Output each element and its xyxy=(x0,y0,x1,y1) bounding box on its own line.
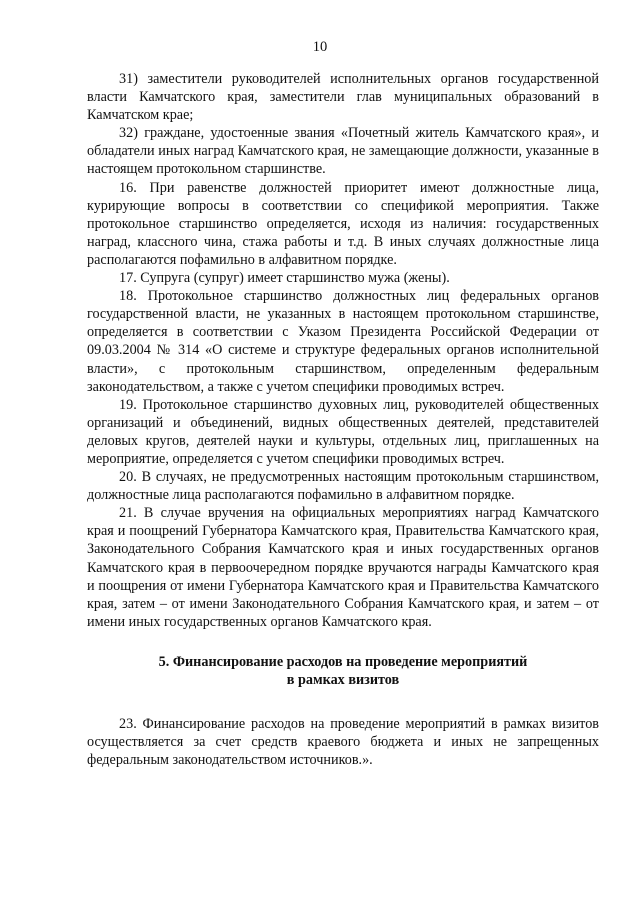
paragraph-18: 18. Протокольное старшинство должностных лиц федеральных органов государственной власти, не указанных в настоящем протокольном старшинстве, определяется в соответствии с Указом Президента Российской Федерации от 09.03.2004 № 314 «О системе и структуре федеральных органов исполнительной власти», с протокольным старшинством, определенным федеральным законодательством, а также с учетом специфики проводимых встреч. xyxy=(87,288,599,395)
paragraph-23: 23. Финансирование расходов на проведение мероприятий в рамках визитов осуществляется за счет средств краевого бюджета и иных не запрещенных федеральным законодательством источников.». xyxy=(87,716,599,769)
paragraph-item-31: 31) заместители руководителей исполнительных органов государственной власти Камчатского края, заместители глав муниципальных образований в Камчатском крае; xyxy=(87,71,599,124)
section-heading-line-2: в рамках визитов xyxy=(286,672,400,688)
paragraph-17: 17. Супруга (супруг) имеет старшинство мужа (жены). xyxy=(119,270,450,287)
document-body xyxy=(87,70,599,769)
section-heading-line-1: 5. Финансирование расходов на проведение мероприятий xyxy=(158,653,528,670)
page-number: 10 xyxy=(312,39,328,55)
paragraph-item-32: 32) граждане, удостоенные звания «Почетный житель Камчатского края», и обладатели иных наград Камчатского края, не замещающие должности, указанные в настоящем протокольном старшинстве. xyxy=(87,125,599,178)
paragraph-19: 19. Протокольное старшинство духовных лиц, руководителей общественных организаций и объединений, видных общественных деятелей, представителей деловых кругов, деятелей науки и культуры, отдельных лиц, приглашенных на мероприятие, определяется с учетом специфики проводимых встреч. xyxy=(87,396,599,467)
paragraph-21: 21. В случае вручения на официальных мероприятиях наград Камчатского края и поощрений Губернатора Камчатского края, Правительства Камчатского края, Законодательного Собрания Камчатского края и иных государственных органов Камчатского края в первоочередном порядке вручаются награды Камчатского края и поощрения от имени Губернатора Камчатского края и Правительства Камчатского края, затем – от имени Законодательного Собрания Камчатского края, и затем – от имени иных государственных органов Камчатского края. xyxy=(87,505,599,630)
paragraph-20: 20. В случаях, не предусмотренных настоящим протокольным старшинством, должностные лица располагаются пофамильно в алфавитном порядке. xyxy=(87,469,599,504)
paragraph-16: 16. При равенстве должностей приоритет имеют должностные лица, курирующие вопросы в соответствии со спецификой мероприятия. Также протокольное старшинство определяется, исходя из наличия: государственных наград, классного чина, стажа работы и т.д. В иных случаях должностные лица располагаются пофамильно в алфавитном порядке. xyxy=(87,179,599,268)
section-heading xyxy=(87,653,599,689)
